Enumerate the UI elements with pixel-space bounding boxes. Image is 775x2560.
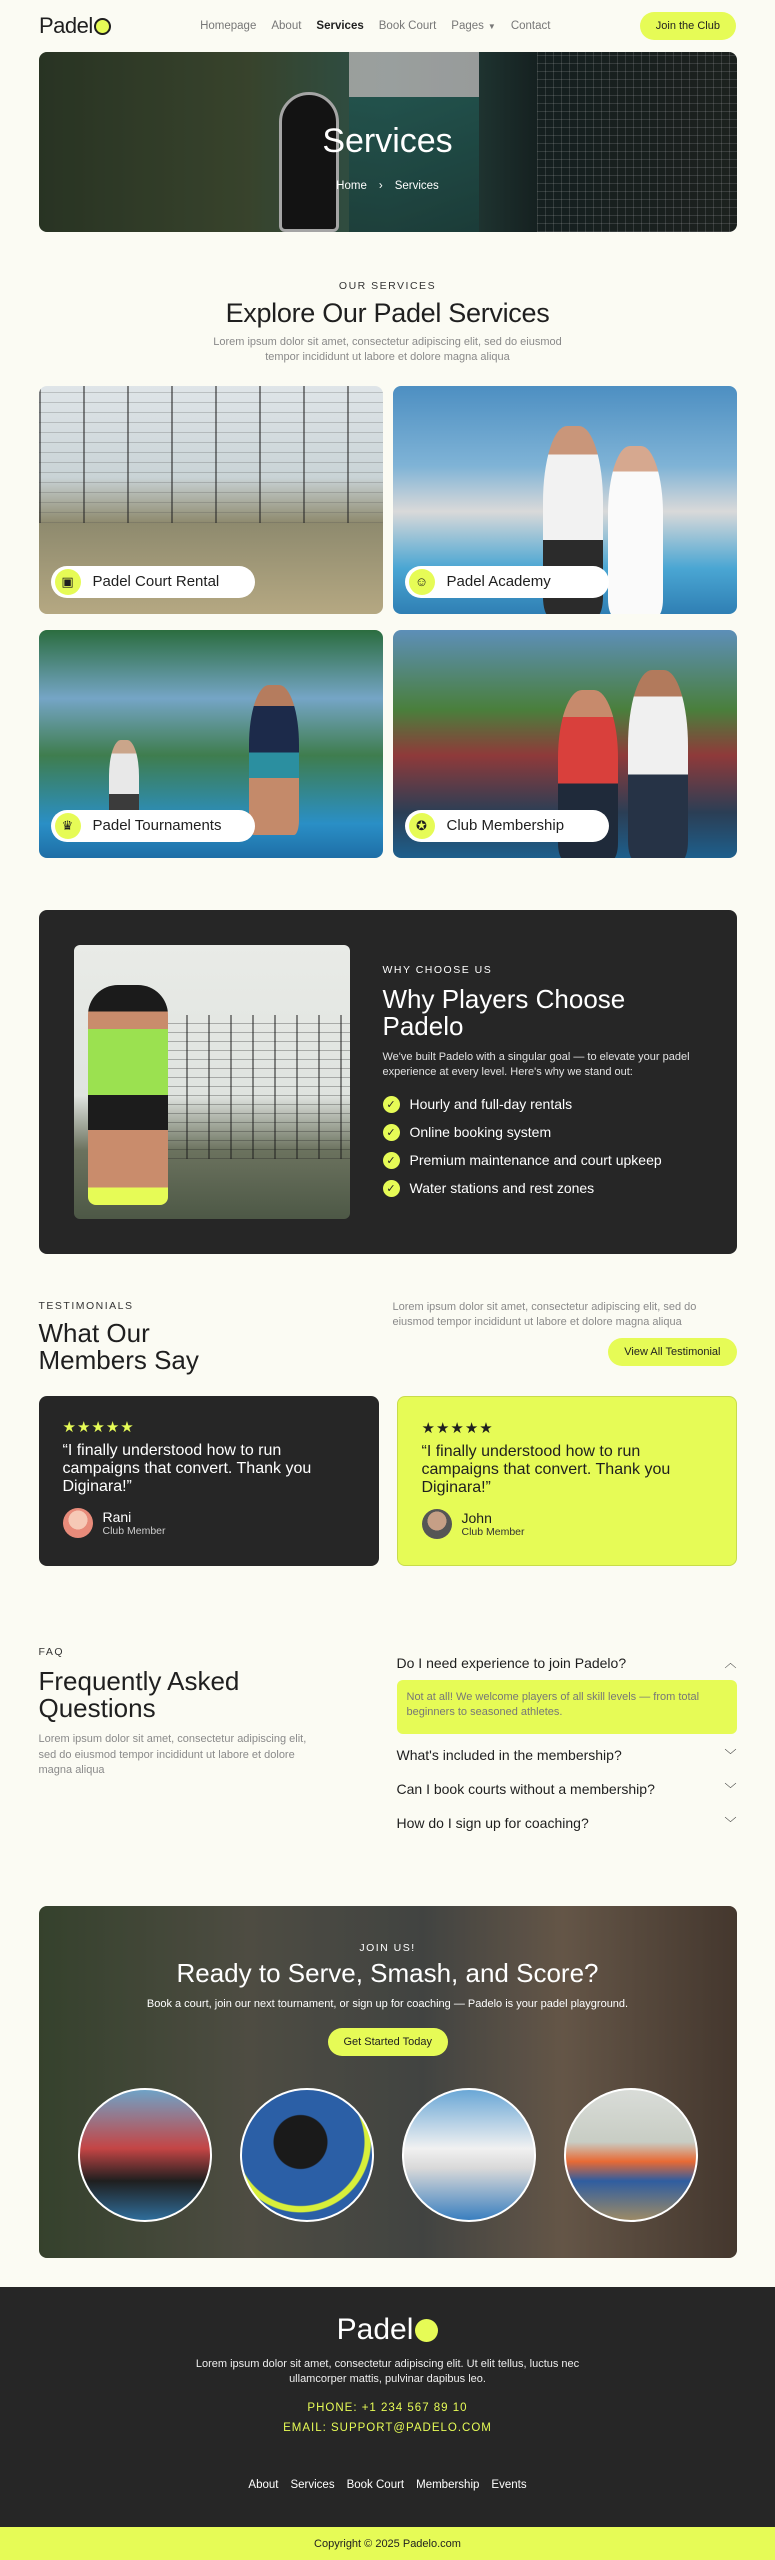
photo-circle [78,2088,212,2222]
photo-circle [240,2088,374,2222]
footer-nav [0,2479,775,2491]
hero-banner [39,52,737,232]
photo-circle [564,2088,698,2222]
check-icon: ✓ [383,1124,400,1141]
nav-homepage[interactable]: Homepage [200,20,257,32]
check-icon: ✓ [383,1152,400,1169]
faq-answer: Not at all! We welcome players of all skill levels — from total beginners to seasoned athletes. [397,1680,737,1734]
chevron-down-icon: ▼ [487,22,496,31]
cta-banner [39,1906,737,2258]
testimonial-author [63,1508,355,1538]
feature-item: ✓ Water stations and rest zones [383,1174,703,1202]
testimonial-card [397,1396,737,1566]
testimonial-quote: “I finally understood how to run campaigns that convert. Thank you Diginara!” [62,1441,312,1495]
avatar [422,1509,452,1539]
cta-photo-row [78,2088,698,2222]
nav-contact[interactable]: Contact [510,20,551,32]
faq-list [397,1646,737,1840]
footer-logo-text: Padel [336,2313,414,2346]
footer-link-services[interactable]: Services [290,2479,335,2492]
testimonial-author [422,1509,712,1539]
nav-services[interactable]: Services [316,20,364,32]
author-name: John [461,1509,492,1526]
main-nav [200,20,550,32]
service-card-court-rental[interactable] [39,386,383,614]
faq-eyebrow: FAQ [38,1645,65,1658]
logo-ball-icon [415,2319,438,2342]
author-role: Club Member [102,1524,166,1537]
why-eyebrow: WHY CHOOSE US [382,963,493,976]
membership-icon: ✪ [409,813,435,839]
testimonials-description: Lorem ipsum dolor sit amet, consectetur adipiscing elit, sed do eiusmod tempor incididunt ut labore et dolore magna aliqua [392,1300,697,1328]
service-label[interactable]: ☺ Padel Academy [405,566,609,598]
service-card-membership[interactable] [393,630,737,858]
author-name: Rani [102,1508,132,1525]
check-icon: ✓ [383,1096,400,1113]
service-label[interactable]: ✪ Club Membership [405,810,609,842]
services-section [39,280,737,858]
services-title: Explore Our Padel Services [225,298,550,328]
cta-eyebrow: JOIN US! [359,1941,416,1954]
footer-link-membership[interactable]: Membership [416,2479,480,2492]
testimonial-quote: “I finally understood how to run campaigns that convert. Thank you Diginara!” [421,1442,671,1496]
service-label[interactable]: ▣ Padel Court Rental [51,566,255,598]
get-started-button[interactable]: Get Started Today [328,2028,448,2056]
trophy-icon: ♛ [55,813,81,839]
faq-question[interactable]: How do I sign up for coaching? ﹀ [396,1814,737,1831]
logo-text: Padel [39,13,93,38]
testimonials-eyebrow: TESTIMONIALS [38,1299,134,1312]
feature-item: ✓ Premium maintenance and court upkeep [383,1146,703,1174]
testimonial-cards [39,1396,737,1566]
footer-logo[interactable] [337,2313,439,2347]
footer-link-about[interactable]: About [248,2479,279,2492]
why-choose-section [39,910,737,1254]
view-all-testimonials-button[interactable]: View All Testimonial [608,1338,736,1366]
copyright-bar: Copyright © 2025 Padelo.com [0,2527,775,2560]
breadcrumb-home[interactable]: Home [336,180,367,192]
service-card-tournaments[interactable] [39,630,383,858]
breadcrumb-separator: › [378,180,383,192]
services-grid [39,386,737,858]
cta-description: Book a court, join our next tournament, or sign up for coaching — Padelo is your padel playground. [146,1997,629,2010]
star-rating: ★★★★★ [62,1418,135,1436]
cta-title: Ready to Serve, Smash, and Score? [176,1957,599,1988]
footer-description: Lorem ipsum dolor sit amet, consectetur adipiscing elit. Ut elit tellus, luctus nec ullamcorper mattis, pulvinar dapibus leo. [195,2358,580,2386]
service-card-academy[interactable] [393,386,737,614]
services-eyebrow: OUR SERVICES [338,280,437,292]
player-photo [74,945,350,1219]
nav-pages-label: Pages [451,20,484,32]
testimonials-title: What Our Members Say [38,1317,199,1376]
logo[interactable] [39,13,111,39]
coach-icon: ☺ [409,569,435,595]
check-icon: ✓ [383,1180,400,1197]
feature-item: ✓ Hourly and full-day rentals [383,1090,703,1118]
page-title: Services [322,122,453,160]
testimonials-section [39,1300,737,1610]
site-header [0,0,775,52]
footer-contact [0,2398,775,2439]
why-description: We've built Padelo with a singular goal — to elevate your padel experience at every level. Here's why we stand out: [382,1051,690,1079]
faq-question[interactable]: What's included in the membership? ﹀ [396,1746,737,1763]
service-label[interactable]: ♛ Padel Tournaments [51,810,255,842]
site-footer [0,2287,775,2527]
feature-list [383,1090,703,1202]
author-role: Club Member [461,1525,525,1538]
faq-description: Lorem ipsum dolor sit amet, consectetur adipiscing elit, sed do eiusmod tempor incididunt ut labore et dolore magna aliqua [38,1733,307,1777]
faq-question[interactable]: Do I need experience to join Padelo? ︿ [396,1654,737,1671]
chevron-up-icon: ︿ [724,1656,737,1671]
testimonial-card [39,1396,379,1566]
logo-ball-icon [94,18,111,35]
breadcrumb [39,180,737,192]
join-club-button[interactable]: Join the Club [640,12,736,40]
court-icon: ▣ [55,569,81,595]
feature-item: ✓ Online booking system [383,1118,703,1146]
faq-section [39,1646,737,1866]
chevron-down-icon: ﹀ [724,1816,737,1831]
faq-question[interactable]: Can I book courts without a membership? ﹀ [396,1780,737,1797]
photo-circle [402,2088,536,2222]
avatar [63,1508,93,1538]
nav-book-court[interactable]: Book Court [378,20,437,32]
star-rating: ★★★★★ [421,1419,494,1437]
why-title: Why Players Choose Padelo [382,983,626,1042]
services-subtitle: Lorem ipsum dolor sit amet, consectetur adipiscing elit, sed do eiusmod tempor incididunt ut labore et dolore magna aliqua [213,336,562,364]
nav-pages[interactable] [451,20,496,32]
chevron-down-icon: ﹀ [724,1782,737,1797]
footer-email[interactable]: EMAIL: SUPPORT@PADELO.COM [283,2422,492,2435]
breadcrumb-current: Services [394,180,439,192]
nav-about[interactable]: About [271,20,302,32]
faq-title: Frequently Asked Questions [38,1665,240,1724]
footer-phone[interactable]: PHONE: +1 234 567 89 10 [307,2401,468,2414]
chevron-down-icon: ﹀ [724,1748,737,1763]
footer-link-events[interactable]: Events [491,2479,527,2492]
footer-link-book-court[interactable]: Book Court [346,2479,405,2492]
